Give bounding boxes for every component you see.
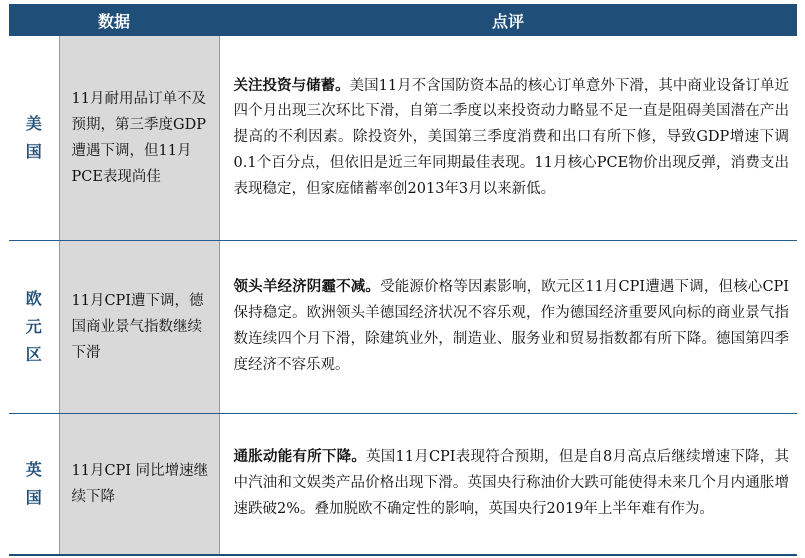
region-cell (9, 36, 59, 241)
region-char: 美 (25, 114, 42, 133)
table-row (9, 241, 797, 414)
header-data: 数据 (9, 4, 219, 36)
region-char: 区 (25, 345, 42, 364)
data-cell: 11月CPI遭下调，德国商业景气指数继续下滑 (59, 241, 219, 414)
header-comment: 点评 (219, 4, 797, 36)
comment-body: 受能源价格等因素影响，欧元区11月CPI遭遇下调，但核心CPI保持稳定。欧洲领头羊德国经济状况不容乐观，作为德国经济重要风向标的商业景气指数连续四个月下滑，除建筑业外，制造业、服务业和贸易指数都有所下降。德国第四季度经济不容乐观。 (233, 279, 790, 373)
table-row (9, 36, 797, 241)
region-char: 国 (25, 142, 42, 161)
comment-cell (219, 36, 797, 241)
region-cell (9, 241, 59, 414)
comment-body: 美国11月不含国防资本品的核心订单意外下滑，其中商业设备订单近四个月出现三次环比下滑，自第二季度以来投资动力略显不足一直是阻碍美国潜在产出提高的不利因素。除投资外，美国第三季度消费和出口有所下修，导致GDP增速下调0.1个百分点，但依旧是近三年同期最佳表现。11月核心PCE物价出现反弹，消费支出表现稳定，但家庭储蓄率创2013年3月以来新低。 (233, 77, 790, 197)
comment-cell (219, 414, 797, 556)
comment-body: 英国11月CPI表现符合预期，但是自8月高点后继续增速下降，其中汽油和文娱类产品价格出现下滑。英国央行称油价大跌可能使得未来几个月内通胀增速跌破2%。叠加脱欧不确定性的影响，英国央行2019年上半年难有作为。 (233, 449, 790, 517)
region-char: 英 (25, 460, 42, 479)
commentary-table (9, 4, 797, 556)
table-row (9, 414, 797, 556)
comment-title: 领头羊经济阴霾不减。 (233, 279, 381, 296)
data-cell: 11月耐用品订单不及预期，第三季度GDP遭遇下调，但11月PCE表现尚佳 (59, 36, 219, 241)
comment-title: 通胀动能有所下降。 (233, 449, 367, 466)
comment-title: 关注投资与储蓄。 (233, 77, 350, 94)
table-header-row (9, 4, 797, 36)
region-char: 欧 (25, 289, 42, 308)
data-cell: 11月CPI 同比增速继续下降 (59, 414, 219, 556)
comment-cell (219, 241, 797, 414)
region-char: 国 (25, 488, 42, 507)
region-char: 元 (25, 317, 42, 336)
region-cell (9, 414, 59, 556)
